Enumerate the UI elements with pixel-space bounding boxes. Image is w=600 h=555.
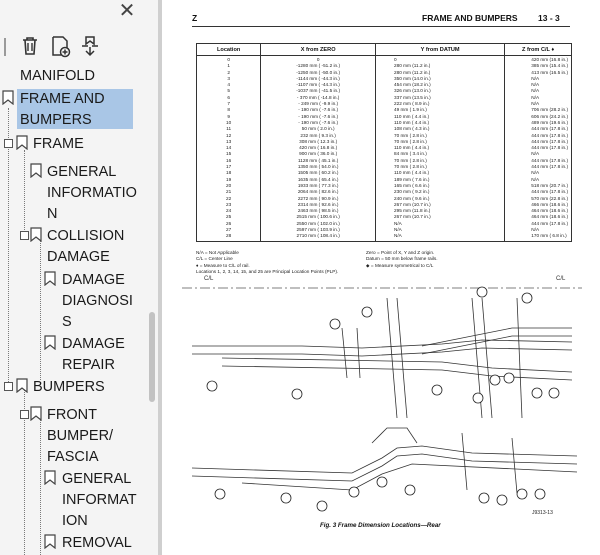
table-cell: 444 mm (17.8 in.) (531, 145, 568, 151)
bookmark-label: N (47, 206, 58, 222)
table-cell: 267 mm (10.7 in.) (393, 214, 431, 220)
table-cell: 110 mm ( 4.4 in.) (393, 145, 430, 151)
table-body-row (197, 56, 572, 242)
table-cell: 1350 mm ( 54.0 in.) (297, 164, 339, 170)
new-bookmark-icon[interactable] (48, 34, 72, 58)
bookmark-icon (30, 227, 42, 242)
table-cell: 444 mm (17.8 in.) (531, 189, 568, 195)
bookmark-label: FRAME AND (20, 91, 105, 107)
y-column (375, 56, 504, 242)
table-cell: N/A (531, 94, 540, 100)
bookmark-icon (44, 271, 56, 286)
table-cell: 70 mm ( 2.8 in.) (393, 138, 427, 144)
bookmark-label: GENERAL (62, 471, 132, 487)
table-cell: -1037 mm ( -41.5 in.) (296, 88, 341, 94)
table-cell: N/A (531, 151, 540, 157)
table-cell: 2550 mm ( 102.0 in.) (296, 220, 340, 226)
collapse-expander[interactable] (20, 410, 29, 419)
table-cell: 1933 mm ( 77.3 in.) (297, 182, 339, 188)
table-cell: 0 (316, 57, 320, 62)
bookmark-icon (16, 378, 28, 393)
table-cell: 15 (226, 151, 232, 157)
bookmarks-panel (0, 0, 158, 555)
table-header-row (197, 44, 572, 56)
bookmark-label: BUMPER/ (47, 428, 114, 444)
table-cell: 108 mm ( 4.3 in.) (393, 126, 430, 132)
note-line: ◆ = Measure symmetrical to C/L (366, 262, 434, 268)
table-cell: 308 mm ( 12.3 in.) (299, 138, 338, 144)
table-cell: 23 (226, 201, 232, 207)
table-cell: N/A (393, 227, 402, 233)
table-cell: N/A (531, 75, 540, 81)
table-cell: 2463 mm ( 98.5 in.) (297, 208, 339, 214)
table-cell: 165 mm ( 6.6 in.) (393, 182, 430, 188)
table-cell: 16 (226, 157, 232, 163)
table-cell: 170 mm ( 6.8 in.) (531, 233, 567, 239)
table-cell: 22 (226, 195, 232, 201)
expand-bookmark-icon[interactable] (78, 34, 102, 58)
bookmark-front-bumper-fascia[interactable] (47, 405, 113, 468)
table-cell: 385 mm (15.4 in.) (531, 63, 568, 69)
bookmark-collision-damage[interactable] (47, 226, 124, 268)
table-cell: 189 mm ( 7.6 in.) (393, 176, 430, 182)
table-cell: 14 (226, 145, 232, 151)
table-cell: - 370 mm ( -14.8 in.) (296, 94, 340, 100)
table-cell: 444 mm (17.8 in.) (531, 164, 568, 170)
table-cell: 5 (227, 88, 230, 94)
table-cell: 350 mm (14.0 in.) (393, 75, 431, 81)
header-rule (192, 26, 570, 27)
table-cell: 13 (226, 138, 232, 144)
collapse-expander[interactable] (20, 231, 29, 240)
header-section-letter: Z (192, 13, 198, 23)
table-cell: -1250 mm ( -50.0 in.) (296, 69, 341, 75)
table-cell: 0 (227, 57, 230, 62)
header-title: FRAME AND BUMPERS (422, 13, 518, 23)
figure-caption: Fig. 3 Frame Dimension Locations—Rear (320, 522, 441, 529)
table-cell: 444 mm (17.8 in.) (531, 157, 568, 163)
table-cell: 7 (227, 101, 230, 107)
table-cell: 110 mm ( 4.4 in.) (393, 119, 430, 125)
table-notes-right (366, 250, 438, 269)
bookmark-icon (30, 406, 42, 421)
table-cell: 50 mm ( 2.0 in.) (301, 126, 335, 132)
table-cell: - 190 mm ( -7.6 in.) (298, 107, 339, 113)
table-cell: 84 mm ( 3.4 in.) (393, 151, 427, 157)
table-cell: 464 mm (18.6 in.) (531, 208, 568, 214)
table-cell: 570 mm (22.8 in.) (531, 195, 568, 201)
bookmark-label: DIAGNOSI (62, 293, 133, 309)
table-cell: 17 (226, 164, 232, 170)
z-column (505, 56, 572, 242)
note-line: Zero = Point of X, Y and Z origin. (366, 250, 435, 255)
bookmark-damage-repair[interactable] (62, 334, 125, 376)
table-cell: 1 (227, 63, 230, 69)
table-cell: 110 mm ( 4.4 in.) (393, 113, 430, 119)
bookmark-label: ION (62, 513, 88, 529)
panel-scrollbar[interactable] (148, 60, 156, 555)
bookmarks-toolbar (0, 34, 158, 60)
table-cell: 49 mm ( 1.9 in.) (393, 107, 427, 113)
table-cell: 110 mm ( 4.4 in.) (393, 170, 430, 176)
table-cell: 1635 mm ( 65.4 in.) (297, 176, 339, 182)
table-cell: 2272 mm ( 90.9 in.) (297, 195, 339, 201)
table-cell: 444 mm (17.8 in.) (531, 126, 568, 132)
bookmark-damage-diagnosis[interactable] (62, 270, 133, 333)
bookmark-general-information-bumper[interactable] (62, 469, 137, 532)
table-cell: N/A (531, 170, 540, 176)
table-cell: 2064 mm ( 82.6 in.) (297, 189, 339, 195)
table-cell: 326 mm (13.0 in.) (393, 88, 431, 94)
note-line: ♦ = Measure to C/L of rail. (196, 262, 250, 268)
table-cell: 3 (227, 75, 230, 81)
note-line: C/L = Center Line (196, 256, 233, 262)
collapse-expander[interactable] (4, 382, 13, 391)
bookmark-label: BUMPERS (20, 112, 92, 128)
table-cell: 444 mm (17.8 in.) (531, 220, 568, 226)
table-cell: 454 mm (18.2 in.) (393, 82, 431, 88)
table-cell: 70 mm ( 2.8 in.) (393, 157, 427, 163)
table-cell: 12 (226, 132, 232, 138)
table-cell: N/A (531, 227, 540, 233)
frame-dimension-table (196, 43, 572, 242)
bookmark-icon (44, 335, 56, 350)
bookmark-label: S (62, 314, 72, 330)
table-cell: 26 (226, 220, 232, 226)
table-cell: 2 (227, 69, 230, 75)
header-page-number: 13 - 3 (538, 13, 560, 23)
x-column (261, 56, 376, 242)
bookmark-bumpers[interactable]: BUMPERS (33, 379, 105, 395)
bookmark-icon (2, 90, 14, 105)
frame-diagram (182, 268, 592, 518)
table-cell: 420 mm (16.8 in.) (531, 57, 568, 62)
note-line: N/A = Not Applicable (196, 250, 239, 255)
table-cell: 2597 mm ( 103.9 in.) (296, 227, 340, 233)
table-cell: 444 mm (17.8 in.) (531, 132, 568, 138)
table-cell: N/A (531, 88, 540, 94)
table-cell: 489 mm (19.6 in.) (531, 119, 568, 125)
panel-splitter[interactable] (158, 0, 162, 555)
bookmark-label: INFORMAT (62, 492, 137, 508)
table-cell: 70 mm ( 2.8 in.) (393, 164, 427, 170)
scrollbar-thumb[interactable] (149, 312, 155, 402)
table-cell: 420 mm ( 16.8 in.) (299, 145, 338, 151)
bookmark-icon (30, 163, 42, 178)
note-line: Locations 1, 2, 3, 14, 15, and 25 are Principal Location Points (PLP). (196, 268, 339, 274)
bookmark-label: REPAIR (62, 357, 115, 373)
table-cell: 900 mm ( 36.0 in.) (299, 151, 338, 157)
bookmark-icon (44, 470, 56, 485)
table-cell: 230 mm ( 9.2 in.) (393, 189, 430, 195)
bookmark-manifold[interactable]: MANIFOLD (20, 68, 95, 84)
bookmark-label: DAMAGE (62, 336, 125, 352)
table-cell: N/A (531, 82, 540, 88)
bookmark-icon (44, 534, 56, 549)
tree-connector (8, 108, 9, 388)
bookmark-label: INFORMATIO (47, 185, 137, 201)
location-column (197, 56, 261, 242)
table-cell: 444 mm (17.8 in.) (531, 138, 568, 144)
table-cell: 18 (226, 170, 232, 176)
table-cell: 466 mm (18.6 in.) (531, 201, 568, 207)
table-cell: -1144 mm ( -44.3 in.) (296, 75, 340, 81)
table-cell: 4 (227, 82, 230, 88)
table-cell: 295 mm (11.8 in.) (393, 208, 431, 214)
centerline-label: C/L (204, 276, 214, 282)
table-cell: N/A (393, 233, 402, 239)
table-cell: 222 mm ( 8.9 in.) (393, 101, 430, 107)
table-cell: - 190 mm ( -7.6 in.) (298, 119, 339, 125)
table-cell: 413 mm (16.5 in.) (531, 69, 568, 75)
table-cell: 2515 mm ( 100.6 in.) (296, 214, 340, 220)
bookmark-label: FRONT (47, 407, 97, 423)
table-cell: 27 (226, 227, 232, 233)
table-cell: N/A (531, 101, 540, 107)
table-cell: 11 (226, 126, 232, 132)
collapse-expander[interactable] (4, 139, 13, 148)
table-cell: 232 mm ( 9.3 in.) (300, 132, 336, 138)
table-cell: 8 (227, 107, 230, 113)
col-header-z: Z from C/L ♦ (505, 44, 572, 56)
table-cell: 0 (393, 57, 397, 62)
table-cell: 240 mm ( 9.6 in.) (393, 195, 430, 201)
table-cell: 518 mm (20.7 in.) (531, 182, 568, 188)
table-cell: 70 mm ( 2.8 in.) (393, 132, 427, 138)
col-header-location: Location (197, 44, 261, 56)
table-cell: 280 mm (11.2 in.) (393, 69, 431, 75)
bookmark-label: COLLISION (47, 228, 125, 244)
bookmark-icon (16, 135, 28, 150)
table-cell: 1505 mm ( 60.2 in.) (297, 170, 339, 176)
table-cell: 2710 mm ( 108.4 in.) (296, 233, 340, 239)
table-cell: 21 (226, 189, 232, 195)
table-cell: 464 mm (18.6 in.) (531, 214, 568, 220)
tree-connector (24, 150, 25, 230)
centerline-label: C/L (556, 276, 566, 282)
table-cell: -1280 mm ( -51.2 in.) (296, 63, 341, 69)
col-header-y: Y from DATUM (375, 44, 504, 56)
table-cell: -1107 mm ( -44.3 in.) (296, 82, 340, 88)
table-cell: 20 (226, 182, 232, 188)
bookmark-frame-and-bumpers[interactable] (20, 89, 105, 131)
table-cell: 267 mm (10.7 in.) (393, 201, 431, 207)
bookmark-frame[interactable]: FRAME (33, 136, 84, 152)
document-page (170, 0, 600, 555)
note-line: Datum = 50 mm below frame rails. (366, 256, 438, 262)
table-cell: 2314 mm ( 92.6 in.) (297, 201, 339, 207)
table-cell: 19 (226, 176, 232, 182)
table-cell: 10 (226, 119, 232, 125)
table-cell: 706 mm (28.2 in.) (531, 107, 568, 113)
toolbar-separator (4, 38, 6, 56)
bookmark-label: FASCIA (47, 449, 99, 465)
bookmark-removal[interactable]: REMOVAL (62, 535, 132, 551)
bookmark-label: DAMAGE (47, 249, 110, 265)
table-cell: N/A (393, 220, 402, 226)
bookmark-general-information[interactable] (47, 162, 137, 225)
table-cell: 280 mm (11.2 in.) (393, 63, 431, 69)
table-cell: 6 (227, 94, 230, 100)
table-cell: 25 (226, 214, 232, 220)
table-cell: 1128 mm ( 45.1 in.) (297, 157, 339, 163)
tree-connector (40, 420, 41, 555)
col-header-x: X from ZERO (261, 44, 376, 56)
tree-connector (40, 240, 41, 380)
table-cell: N/A (531, 176, 540, 182)
table-cell: - 190 mm ( -7.6 in.) (298, 113, 339, 119)
table-cell: 28 (226, 233, 232, 239)
bookmark-label: GENERAL (47, 164, 117, 180)
table-cell: 9 (227, 113, 230, 119)
table-cell: - 249 mm ( -9.9 in.) (298, 101, 339, 107)
bookmark-label: DAMAGE (62, 272, 125, 288)
delete-bookmark-icon[interactable] (18, 34, 42, 58)
table-cell: 606 mm (24.2 in.) (531, 113, 568, 119)
figure-id: J9313-13 (532, 510, 553, 516)
table-cell: 337 mm (13.5 in.) (393, 94, 431, 100)
close-panel-button[interactable]: ✕ (118, 0, 136, 22)
table-cell: 24 (226, 208, 232, 214)
